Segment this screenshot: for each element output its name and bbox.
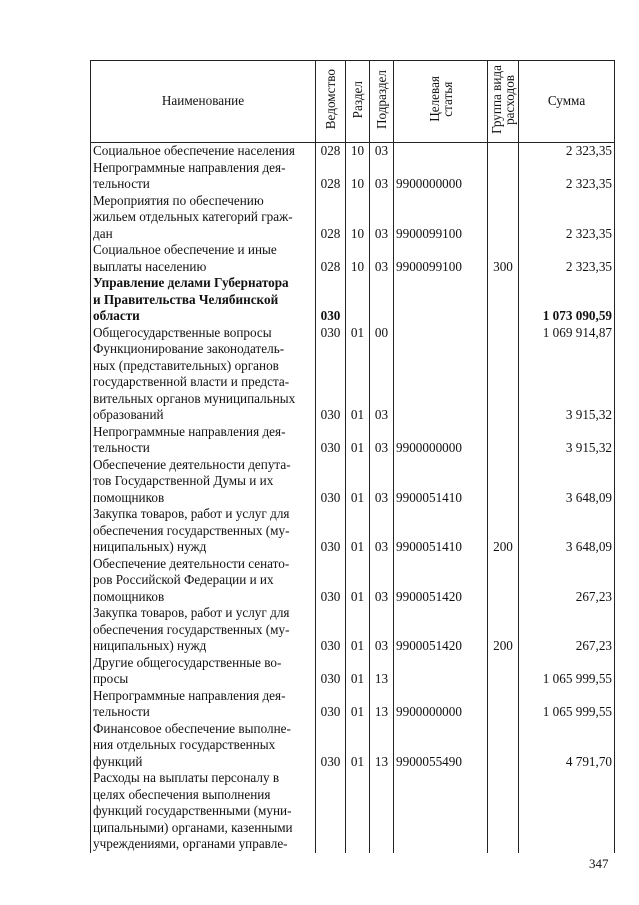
row-vedomstvo-cell: 030 <box>316 341 346 424</box>
row-name-cell: Финансовое обеспечение выполне- ния отдельных государственных функций <box>91 721 316 771</box>
row-name-cell: Непрограммные направления дея- тельности <box>91 160 316 193</box>
row-podrazdel-cell: 03 <box>370 605 394 655</box>
table-body <box>91 143 615 853</box>
row-podrazdel-cell: 13 <box>370 721 394 771</box>
row-razdel-cell: 01 <box>346 556 370 606</box>
row-summa-cell: 2 323,35 <box>519 160 615 193</box>
row-celevaya-statya-cell: 9900051410 <box>394 506 488 556</box>
header-vedomstvo: Ведомство <box>316 61 346 143</box>
row-razdel-cell: 01 <box>346 605 370 655</box>
row-celevaya-statya-cell: 9900051420 <box>394 556 488 606</box>
row-summa-cell: 3 915,32 <box>519 341 615 424</box>
row-gruppa-cell <box>488 457 519 507</box>
row-podrazdel-cell <box>370 770 394 853</box>
row-vedomstvo-cell: 030 <box>316 457 346 507</box>
row-name-cell: Закупка товаров, работ и услуг для обеспечения государственных (му- ниципальных) нужд <box>91 506 316 556</box>
row-podrazdel-cell: 03 <box>370 457 394 507</box>
row-podrazdel-cell: 03 <box>370 143 394 160</box>
row-celevaya-statya-cell <box>394 275 488 325</box>
row-razdel-cell: 01 <box>346 341 370 424</box>
row-celevaya-statya-cell: 9900051420 <box>394 605 488 655</box>
row-podrazdel-cell <box>370 275 394 325</box>
row-vedomstvo-cell: 030 <box>316 325 346 342</box>
row-gruppa-cell <box>488 770 519 853</box>
table-row <box>91 770 615 853</box>
row-name-cell: Непрограммные направления дея- тельности <box>91 688 316 721</box>
row-podrazdel-cell: 13 <box>370 688 394 721</box>
row-summa-cell: 3 915,32 <box>519 424 615 457</box>
row-summa-cell: 267,23 <box>519 556 615 606</box>
row-summa-cell: 2 323,35 <box>519 143 615 160</box>
row-podrazdel-cell: 00 <box>370 325 394 342</box>
row-razdel-cell: 01 <box>346 325 370 342</box>
row-celevaya-statya-cell <box>394 341 488 424</box>
row-podrazdel-cell: 03 <box>370 341 394 424</box>
row-celevaya-statya-cell <box>394 325 488 342</box>
row-vedomstvo-cell: 030 <box>316 275 346 325</box>
row-razdel-cell: 01 <box>346 688 370 721</box>
row-vedomstvo-cell: 030 <box>316 424 346 457</box>
row-name-cell: Социальное обеспечение и иные выплаты населению <box>91 242 316 275</box>
row-razdel-cell <box>346 275 370 325</box>
row-celevaya-statya-cell: 9900055490 <box>394 721 488 771</box>
header-podrazdel: Подраздел <box>370 61 394 143</box>
row-gruppa-cell <box>488 688 519 721</box>
row-celevaya-statya-cell: 9900099100 <box>394 193 488 243</box>
table-row <box>91 341 615 424</box>
row-summa-cell: 1 065 999,55 <box>519 688 615 721</box>
row-summa-cell: 3 648,09 <box>519 506 615 556</box>
row-vedomstvo-cell: 028 <box>316 160 346 193</box>
row-vedomstvo-cell: 030 <box>316 721 346 771</box>
row-celevaya-statya-cell: 9900099100 <box>394 242 488 275</box>
row-podrazdel-cell: 13 <box>370 655 394 688</box>
row-podrazdel-cell: 03 <box>370 556 394 606</box>
row-vedomstvo-cell: 030 <box>316 605 346 655</box>
row-gruppa-cell <box>488 143 519 160</box>
row-summa-cell: 2 323,35 <box>519 193 615 243</box>
row-vedomstvo-cell: 030 <box>316 506 346 556</box>
row-gruppa-cell <box>488 160 519 193</box>
row-razdel-cell: 01 <box>346 721 370 771</box>
table-row <box>91 721 615 771</box>
row-celevaya-statya-cell <box>394 655 488 688</box>
row-gruppa-cell: 300 <box>488 242 519 275</box>
table-row <box>91 457 615 507</box>
row-name-cell: Обеспечение деятельности сенато- ров Российской Федерации и их помощников <box>91 556 316 606</box>
budget-table <box>90 60 615 853</box>
row-summa-cell <box>519 770 615 853</box>
table-row <box>91 275 615 325</box>
row-razdel-cell: 10 <box>346 242 370 275</box>
row-summa-cell: 1 069 914,87 <box>519 325 615 342</box>
row-name-cell: Мероприятия по обеспечению жильем отдельных категорий граж- дан <box>91 193 316 243</box>
row-name-cell: Общегосударственные вопросы <box>91 325 316 342</box>
row-gruppa-cell <box>488 341 519 424</box>
row-name-cell: Социальное обеспечение населения <box>91 143 316 160</box>
row-celevaya-statya-cell <box>394 143 488 160</box>
row-vedomstvo-cell: 030 <box>316 556 346 606</box>
row-razdel-cell: 01 <box>346 506 370 556</box>
row-gruppa-cell <box>488 655 519 688</box>
row-summa-cell: 3 648,09 <box>519 457 615 507</box>
row-vedomstvo-cell: 028 <box>316 143 346 160</box>
row-name-cell: Расходы на выплаты персоналу в целях обеспечения выполнения функций государственными (муни- ципальными) органами, казенными учреждениями, органами управле- <box>91 770 316 853</box>
row-vedomstvo-cell: 028 <box>316 242 346 275</box>
header-gruppa-vida-rashodov: Группа вида расходов <box>488 61 519 143</box>
row-razdel-cell: 01 <box>346 655 370 688</box>
row-name-cell: Непрограммные направления дея- тельности <box>91 424 316 457</box>
table-row <box>91 424 615 457</box>
table-row <box>91 605 615 655</box>
table-row <box>91 242 615 275</box>
row-summa-cell: 4 791,70 <box>519 721 615 771</box>
row-podrazdel-cell: 03 <box>370 160 394 193</box>
row-celevaya-statya-cell: 9900051410 <box>394 457 488 507</box>
header-name: Наименование <box>91 61 316 143</box>
row-name-cell: Закупка товаров, работ и услуг для обеспечения государственных (му- ниципальных) нужд <box>91 605 316 655</box>
table-row <box>91 556 615 606</box>
row-celevaya-statya-cell <box>394 770 488 853</box>
row-vedomstvo-cell: 030 <box>316 655 346 688</box>
row-name-cell: Функционирование законодатель- ных (представительных) органов государственной власти и предста- вительных органов муниципальных образований <box>91 341 316 424</box>
row-gruppa-cell <box>488 193 519 243</box>
row-gruppa-cell <box>488 556 519 606</box>
row-razdel-cell: 10 <box>346 143 370 160</box>
row-razdel-cell: 10 <box>346 193 370 243</box>
row-name-cell: Другие общегосударственные во- просы <box>91 655 316 688</box>
table-row <box>91 688 615 721</box>
row-razdel-cell: 10 <box>346 160 370 193</box>
table-row <box>91 143 615 160</box>
row-vedomstvo-cell: 030 <box>316 688 346 721</box>
header-razdel: Раздел <box>346 61 370 143</box>
row-gruppa-cell <box>488 275 519 325</box>
row-razdel-cell: 01 <box>346 424 370 457</box>
row-name-cell: Обеспечение деятельности депута- тов Государственной Думы и их помощников <box>91 457 316 507</box>
table-row <box>91 193 615 243</box>
row-podrazdel-cell: 03 <box>370 506 394 556</box>
row-vedomstvo-cell: 028 <box>316 193 346 243</box>
row-podrazdel-cell: 03 <box>370 424 394 457</box>
row-name-cell: Управление делами Губернатора и Правительства Челябинской области <box>91 275 316 325</box>
row-celevaya-statya-cell: 9900000000 <box>394 424 488 457</box>
row-celevaya-statya-cell: 9900000000 <box>394 688 488 721</box>
page-number: 347 <box>589 856 609 871</box>
table-row <box>91 160 615 193</box>
header-summa: Сумма <box>519 61 615 143</box>
row-gruppa-cell <box>488 325 519 342</box>
row-podrazdel-cell: 03 <box>370 193 394 243</box>
row-gruppa-cell <box>488 721 519 771</box>
row-celevaya-statya-cell: 9900000000 <box>394 160 488 193</box>
header-celevaya-statya: Целевая статья <box>394 61 488 143</box>
table-row <box>91 506 615 556</box>
row-summa-cell: 1 065 999,55 <box>519 655 615 688</box>
row-summa-cell: 267,23 <box>519 605 615 655</box>
table-row <box>91 655 615 688</box>
row-gruppa-cell: 200 <box>488 506 519 556</box>
row-vedomstvo-cell <box>316 770 346 853</box>
table-header <box>91 61 615 143</box>
row-gruppa-cell <box>488 424 519 457</box>
row-gruppa-cell: 200 <box>488 605 519 655</box>
row-summa-cell: 1 073 090,59 <box>519 275 615 325</box>
table-row <box>91 325 615 342</box>
row-razdel-cell <box>346 770 370 853</box>
row-razdel-cell: 01 <box>346 457 370 507</box>
row-summa-cell: 2 323,35 <box>519 242 615 275</box>
row-podrazdel-cell: 03 <box>370 242 394 275</box>
